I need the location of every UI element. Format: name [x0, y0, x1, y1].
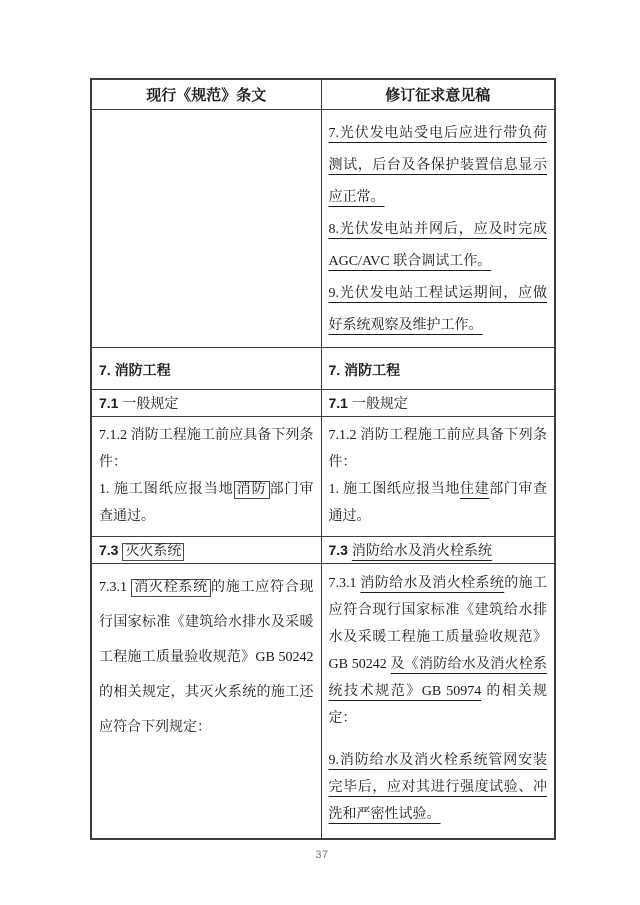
paragraph	[99, 422, 314, 476]
revision-inserted-text: 8.光伏发电站并网后，应及时完成 AGC/AVC 联合调试工作。	[328, 221, 547, 269]
text-segment: 的施工应符合现行国家标准《建筑给水排水及采暖工程施工质量验收规范》GB 50242	[328, 575, 548, 672]
text-segment: 1. 施工图纸应报当地	[99, 481, 234, 497]
revision-deleted-text: 消火栓系统	[131, 579, 211, 597]
paragraph	[329, 214, 548, 278]
revision-inserted-text: 住建	[459, 481, 490, 497]
row-chapter-7	[91, 347, 555, 389]
row-chapter-7-right-cell	[321, 347, 555, 389]
paragraph	[329, 570, 548, 732]
document-page	[90, 78, 554, 861]
revision-inserted-text: 消防给水及消火栓系统	[360, 575, 505, 591]
revision-deleted-text: 灭火系统	[122, 543, 184, 561]
text-segment: 部门审查通过。	[99, 481, 314, 524]
revision-inserted-text: 消防给水及消火栓系统	[351, 543, 492, 559]
revision-inserted-text: 9.消防给水及消火栓系统管网安装完毕后，应对其进行强度试验、冲洗和严密性试验。	[328, 752, 547, 822]
row-pv-commissioning	[91, 109, 555, 347]
text-segment: 7.3.1	[328, 575, 361, 591]
paragraph	[99, 360, 314, 380]
text-segment: 一般规定	[351, 396, 408, 412]
comparison-table	[90, 78, 556, 840]
heading-number: 7. 消防工程	[328, 362, 401, 378]
table-header-row	[91, 79, 555, 109]
paragraph	[329, 278, 548, 342]
heading-number: 7.1	[99, 394, 123, 411]
row-clause-7-3-1	[91, 563, 555, 839]
text-segment: 7.3.1	[99, 579, 132, 595]
paragraph	[99, 570, 314, 745]
row-clause-7-1-2-right-cell	[321, 416, 555, 536]
header-revision-draft: 修订征求意见稿	[321, 79, 555, 109]
revision-inserted-text: 及《消防给水及消火栓系统技术规范》GB 50974	[328, 656, 548, 699]
header-current-clauses: 现行《规范》条文	[91, 79, 321, 109]
row-section-7-1-left-cell	[91, 389, 321, 416]
paragraph	[329, 422, 548, 476]
row-pv-commissioning-left-cell	[91, 109, 321, 347]
row-pv-commissioning-right-cell	[321, 109, 555, 347]
heading-number: 7.3	[99, 541, 123, 558]
paragraph	[329, 360, 548, 380]
row-section-7-3-left-cell	[91, 536, 321, 563]
row-clause-7-1-2	[91, 416, 555, 536]
revision-inserted-text: 7.光伏发电站受电后应进行带负荷测试，后台及各保护装置信息显示应正常。	[328, 125, 547, 205]
text-segment: 7.1.2 消防工程施工前应具备下列条件：	[328, 427, 547, 470]
paragraph	[99, 540, 314, 560]
paragraph	[329, 393, 548, 413]
text-segment: 7.1.2 消防工程施工前应具备下列条件：	[99, 427, 314, 470]
paragraph	[329, 476, 548, 530]
heading-number: 7.3	[328, 541, 352, 558]
text-segment: 一般规定	[122, 396, 179, 412]
paragraph	[99, 393, 314, 413]
text-segment: 的相关规定：	[328, 683, 547, 726]
row-section-7-3-right-cell	[321, 536, 555, 563]
paragraph	[329, 118, 548, 214]
row-section-7-1	[91, 389, 555, 416]
row-clause-7-1-2-left-cell	[91, 416, 321, 536]
row-section-7-1-right-cell	[321, 389, 555, 416]
paragraph	[329, 747, 548, 828]
row-clause-7-3-1-right-cell	[321, 563, 555, 839]
text-segment: 部门审查通过。	[328, 481, 548, 524]
row-chapter-7-left-cell	[91, 347, 321, 389]
comparison-table-body	[91, 109, 555, 839]
text-segment: 1. 施工图纸应报当地	[328, 481, 460, 497]
row-clause-7-3-1-left-cell	[91, 563, 321, 839]
paragraph	[99, 476, 314, 530]
revision-inserted-text: 9.光伏发电站工程试运期间，应做好系统观察及维护工作。	[328, 285, 547, 333]
heading-number: 7. 消防工程	[99, 362, 171, 378]
heading-number: 7.1	[328, 394, 352, 411]
revision-deleted-text: 消防	[234, 481, 270, 499]
page-number: 37	[315, 848, 329, 861]
row-section-7-3	[91, 536, 555, 563]
text-segment: 的施工应符合现行国家标准《建筑给水排水及采暖工程施工质量验收规范》GB 50242 的相关规定，其灭火系统的施工还应符合下列规定：	[99, 579, 314, 735]
paragraph	[329, 540, 548, 560]
